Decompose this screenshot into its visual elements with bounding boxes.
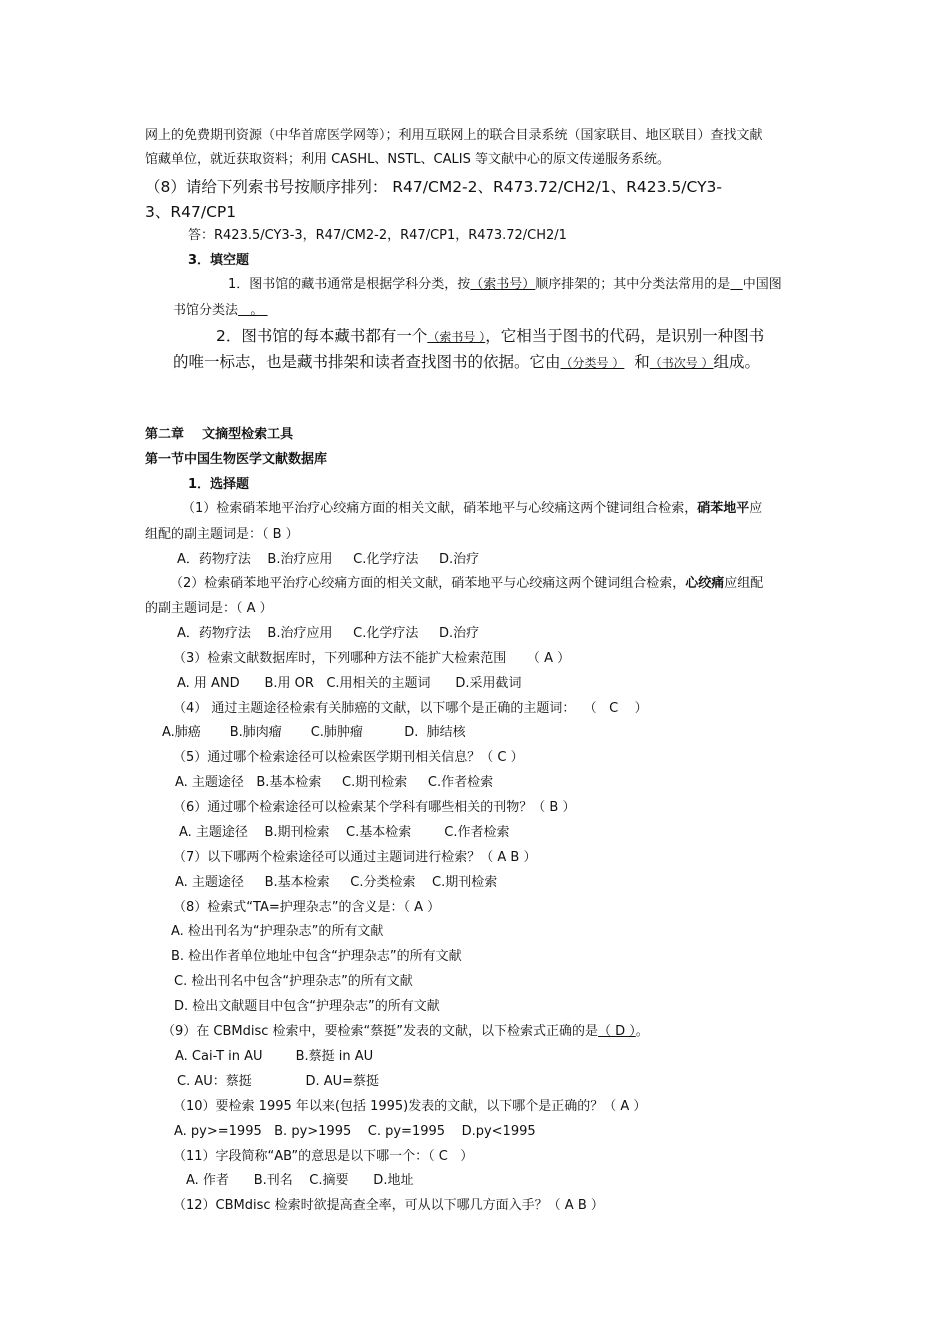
question-9-options-row-2: C. AU：蔡挺 D. AU=蔡挺 [177,1074,380,1089]
question-9-text-a: （9）在 CBMdisc 检索中，要检索“蔡挺”发表的文献，以下检索式正确的是 [162,1024,599,1039]
question-11-options: A. 作者 B.刊名 C.摘要 D.地址 [186,1173,414,1188]
question-8-option-a: A. 检出刊名为“护理杂志”的所有文献 [171,924,384,939]
question-9-text-b: 。 [635,1024,649,1039]
chapter-title: 第二章 文摘型检索工具 [145,427,294,442]
intro-line-2: 馆藏单位，就近获取资料；利用 CASHL、NSTL、CALIS 等文献中心的原文传递服务系统。 [145,152,670,167]
fill-q2-blank-3: （书次号 ） [649,356,714,370]
fill-q2-text-d: 和 [624,353,650,371]
question-9-answer-blank: （ D ） [598,1024,636,1039]
question-8-option-b: B. 检出作者单位地址中包含“护理杂志”的所有文献 [171,949,462,964]
fill-q2-text-a: 2．图书馆的每本藏书都有一个 [216,327,428,345]
fill-q2-line-1 [216,325,764,348]
question-11: （11）字段简称“AB”的意思是以下哪一个：（ C ） [173,1149,474,1164]
fill-q1-line-1 [228,276,782,294]
question-12: （12）CBMdisc 检索时欲提高查全率，可从以下哪几方面入手？（ A B ） [173,1198,604,1213]
question-1-line-1 [182,500,762,518]
question-1-line-2: 组配的副主题词是：（ B ） [145,527,299,542]
section-title: 第一节中国生物医学文献数据库 [145,452,328,467]
fill-q2-text-b: ，它相当于图书的代码，是识别一种图书 [485,327,765,345]
question-6-options: A. 主题途径 B.期刊检索 C.基本检索 C.作者检索 [179,825,510,840]
question-7: （7）以下哪两个检索途径可以通过主题词进行检索？（ A B ） [173,850,537,865]
question-2-bold-term: 心绞痛 [685,576,725,591]
question-5-options: A. 主题途径 B.基本检索 C.期刊检索 C.作者检索 [175,775,494,790]
question-8-option-d: D. 检出文献题目中包含“护理杂志”的所有文献 [174,999,440,1014]
question-8-option-c: C. 检出刊名中包含“护理杂志”的所有文献 [174,974,413,989]
intro-line-1: 网上的免费期刊资源（中华首席医学网等）；利用互联网上的联合目录系统（国家联目、地区联目）查找文献 [145,128,763,143]
fill-q1-line-2 [173,302,268,320]
question-4-options: A.肺癌 B.肺肉瘤 C.肺肿瘤 D. 肺结核 [162,725,466,740]
question-3-options: A. 用 AND B.用 OR C.用相关的主题词 D.采用截词 [177,676,522,691]
fill-q2-text-c: 的唯一标志，也是藏书排架和读者查找图书的依据。它由 [173,353,561,371]
question-10: （10）要检索 1995 年以来(包括 1995)发表的文献，以下哪个是正确的？（ A ） [173,1099,647,1114]
fill-q2-blank-1: （索书号 ） [427,330,486,344]
fill-q1-blank-2 [730,277,742,292]
question-2-text-a: （2）检索硝苯地平治疗心绞痛方面的相关文献，硝苯地平与心绞痛这两个键词组合检索， [170,576,686,591]
question-2-options: A．药物疗法 B.治疗应用 C.化学疗法 D.治疗 [177,626,480,641]
question-2-line-1 [170,575,763,593]
fill-q1-blank-1: （索书号） [470,277,536,292]
fill-q2-line-2 [173,351,760,374]
question-9 [162,1023,649,1041]
question-10-options: A. py>=1995 B. py>1995 C. py=1995 D.py<1995 [174,1124,536,1139]
question-7-options: A. 主题途径 B.基本检索 C.分类检索 C.期刊检索 [175,875,498,890]
fill-q1-text-a: 1．图书馆的藏书通常是根据学科分类，按 [228,277,471,292]
fill-q2-blank-2: （分类号 ） [560,356,625,370]
fill-q1-text-b: 顺序排架的；其中分类法常用的是 [535,277,731,292]
question-1-bold-term: 硝苯地平 [697,501,750,516]
question-9-options-row-1: A. Cai-T in AU B.蔡挺 in AU [175,1049,374,1064]
question-1-options: A．药物疗法 B.治疗应用 C.化学疗法 D.治疗 [177,552,480,567]
fill-q2-text-e: 组成。 [713,353,761,371]
question-1-text-b: 应 [749,501,763,516]
fill-q1-text-d: 书馆分类法 [173,303,239,318]
q8-sort-line-2: 3、R47/CP1 [145,203,237,221]
question-3: （3）检索文献数据库时，下列哪种方法不能扩大检索范围 （ A ） [173,651,571,666]
question-1-text-a: （1）检索硝苯地平治疗心绞痛方面的相关文献，硝苯地平与心绞痛这两个键词组合检索， [182,501,698,516]
question-6: （6）通过哪个检索途径可以检索某个学科有哪些相关的刊物？（ B ） [173,800,576,815]
fill-heading: 3．填空题 [188,253,250,268]
q8-sort-line-1: （8）请给下列索书号按顺序排列： R47/CM2-2、R473.72/CH2/1、R423.5/CY3- [145,178,723,196]
question-8: （8）检索式“TA=护理杂志”的含义是：（ A ） [173,900,441,915]
fill-q1-text-c: 中国图 [742,277,782,292]
q8-sort-answer: 答：R423.5/CY3-3，R47/CM2-2，R47/CP1，R473.72/CH2/1 [188,228,567,243]
question-4: （4） 通过主题途径检索有关肺癌的文献，以下哪个是正确的主题词： （ C ） [173,701,648,716]
choice-heading: 1．选择题 [188,477,250,492]
question-2-text-b: 应组配 [724,576,764,591]
question-2-line-2: 的副主题词是：（ A ） [145,601,273,616]
question-5: （5）通过哪个检索途径可以检索医学期刊相关信息？（ C ） [173,750,524,765]
fill-q1-blank-3: 。 [238,303,268,318]
